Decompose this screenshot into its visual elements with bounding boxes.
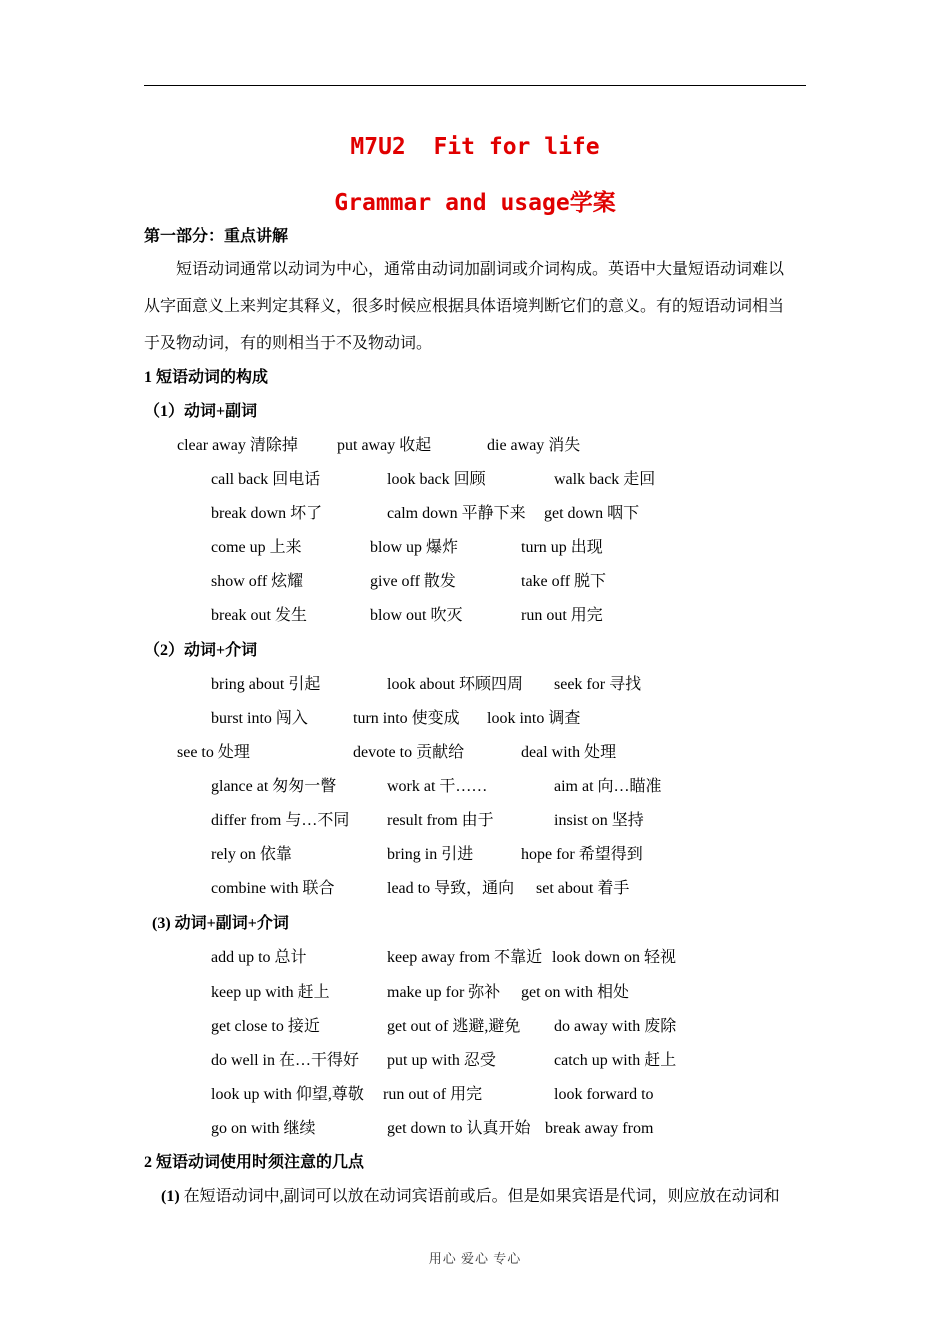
phrase-item: work at 干…… — [387, 778, 488, 795]
phrase-item: hope for 希望得到 — [521, 846, 643, 863]
phrase-item: take off 脱下 — [521, 573, 607, 590]
phrase-item: get down to 认真开始 — [387, 1120, 531, 1137]
phrase-item: calm down 平静下来 — [387, 505, 526, 522]
section-heading-1: 1 短语动词的构成 — [144, 369, 269, 386]
phrase-item: clear away 清除掉 — [177, 437, 298, 454]
subsection-heading-verb-adverb: （1）动词+副词 — [144, 403, 258, 420]
phrase-item: blow out 吹灭 — [370, 607, 463, 624]
phrase-item: devote to 贡献给 — [353, 744, 465, 761]
page-footer: 用心 爱心 专心 — [428, 1251, 522, 1266]
phrase-item: do well in 在…干得好 — [211, 1052, 359, 1069]
phrase-item: combine with 联合 — [211, 880, 335, 897]
phrase-item: do away with 废除 — [554, 1018, 677, 1035]
phrase-item: show off 炫耀 — [211, 573, 304, 590]
phrase-item: bring about 引起 — [211, 676, 321, 693]
phrase-item: set about 着手 — [536, 880, 630, 897]
phrase-item: keep away from 不靠近 — [387, 949, 543, 966]
phrase-item: get close to 接近 — [211, 1018, 320, 1035]
phrase-item: look forward to — [554, 1086, 654, 1103]
phrase-item: call back 回电话 — [211, 471, 321, 488]
phrase-item: go on with 继续 — [211, 1120, 316, 1137]
phrase-item: seek for 寻找 — [554, 676, 642, 693]
subsection-heading-verb-preposition: （2）动词+介词 — [144, 642, 258, 659]
phrase-item: put away 收起 — [337, 437, 432, 454]
phrase-item: break down 坏了 — [211, 505, 323, 522]
document-title: M7U2 Fit for life — [350, 134, 600, 160]
phrase-item: result from 由于 — [387, 812, 494, 829]
point-1 — [161, 1187, 780, 1207]
phrase-item: lead to 导致，通向 — [387, 880, 515, 897]
document-subtitle: Grammar and usage学案 — [334, 190, 616, 216]
phrase-item: run out 用完 — [521, 607, 603, 624]
phrase-item: die away 消失 — [487, 437, 581, 454]
phrase-item: get on with 相处 — [521, 984, 629, 1001]
phrase-item: look into 调查 — [487, 710, 581, 727]
phrase-item: aim at 向…瞄准 — [554, 778, 662, 795]
phrase-item: bring in 引进 — [387, 846, 474, 863]
part-heading: 第一部分：重点讲解 — [144, 228, 289, 245]
phrase-item: burst into 闯入 — [211, 710, 308, 727]
phrase-item: turn up 出现 — [521, 539, 603, 556]
phrase-item: keep up with 赶上 — [211, 984, 330, 1001]
phrase-item: look up with 仰望,尊敬 — [211, 1086, 364, 1103]
intro-line-3: 于及物动词，有的则相当于不及物动词。 — [144, 335, 433, 352]
phrase-item: put up with 忍受 — [387, 1052, 496, 1069]
phrase-item: add up to 总计 — [211, 949, 307, 966]
phrase-item: glance at 匆匆一瞥 — [211, 778, 337, 795]
phrase-item: differ from 与…不同 — [211, 812, 350, 829]
phrase-item: get out of 逃避,避免 — [387, 1018, 521, 1035]
point-1-number: (1) — [161, 1188, 180, 1205]
phrase-item: blow up 爆炸 — [370, 539, 459, 556]
phrase-item: make up for 弥补 — [387, 984, 501, 1001]
phrase-item: look about 环顾四周 — [387, 676, 523, 693]
phrase-item: turn into 使变成 — [353, 710, 460, 727]
intro-line-2: 从字面意义上来判定其释义，很多时候应根据具体语境判断它们的意义。有的短语动词相当 — [144, 298, 785, 315]
phrase-item: give off 散发 — [370, 573, 456, 590]
phrase-item: get down 咽下 — [544, 505, 640, 522]
phrase-item: deal with 处理 — [521, 744, 617, 761]
section-heading-2: 2 短语动词使用时须注意的几点 — [144, 1154, 365, 1171]
phrase-item: walk back 走回 — [554, 471, 656, 488]
phrase-item: break out 发生 — [211, 607, 307, 624]
phrase-item: run out of 用完 — [383, 1086, 483, 1103]
phrase-item: insist on 坚持 — [554, 812, 644, 829]
phrase-item: rely on 依靠 — [211, 846, 292, 863]
intro-line-1: 短语动词通常以动词为中心，通常由动词加副词或介词构成。英语中大量短语动词难以 — [144, 261, 785, 278]
phrase-item: catch up with 赶上 — [554, 1052, 677, 1069]
phrase-item: come up 上来 — [211, 539, 302, 556]
phrase-item: break away from — [545, 1120, 654, 1137]
phrase-item: look back 回顾 — [387, 471, 486, 488]
subsection-heading-verb-adverb-preposition: (3) 动词+副词+介词 — [152, 915, 289, 932]
point-1-text: 在短语动词中,副词可以放在动词宾语前或后。但是如果宾语是代词，则应放在动词和 — [179, 1188, 780, 1205]
phrase-item: look down on 轻视 — [552, 949, 677, 966]
phrase-item: see to 处理 — [177, 744, 250, 761]
header-rule — [144, 85, 806, 86]
